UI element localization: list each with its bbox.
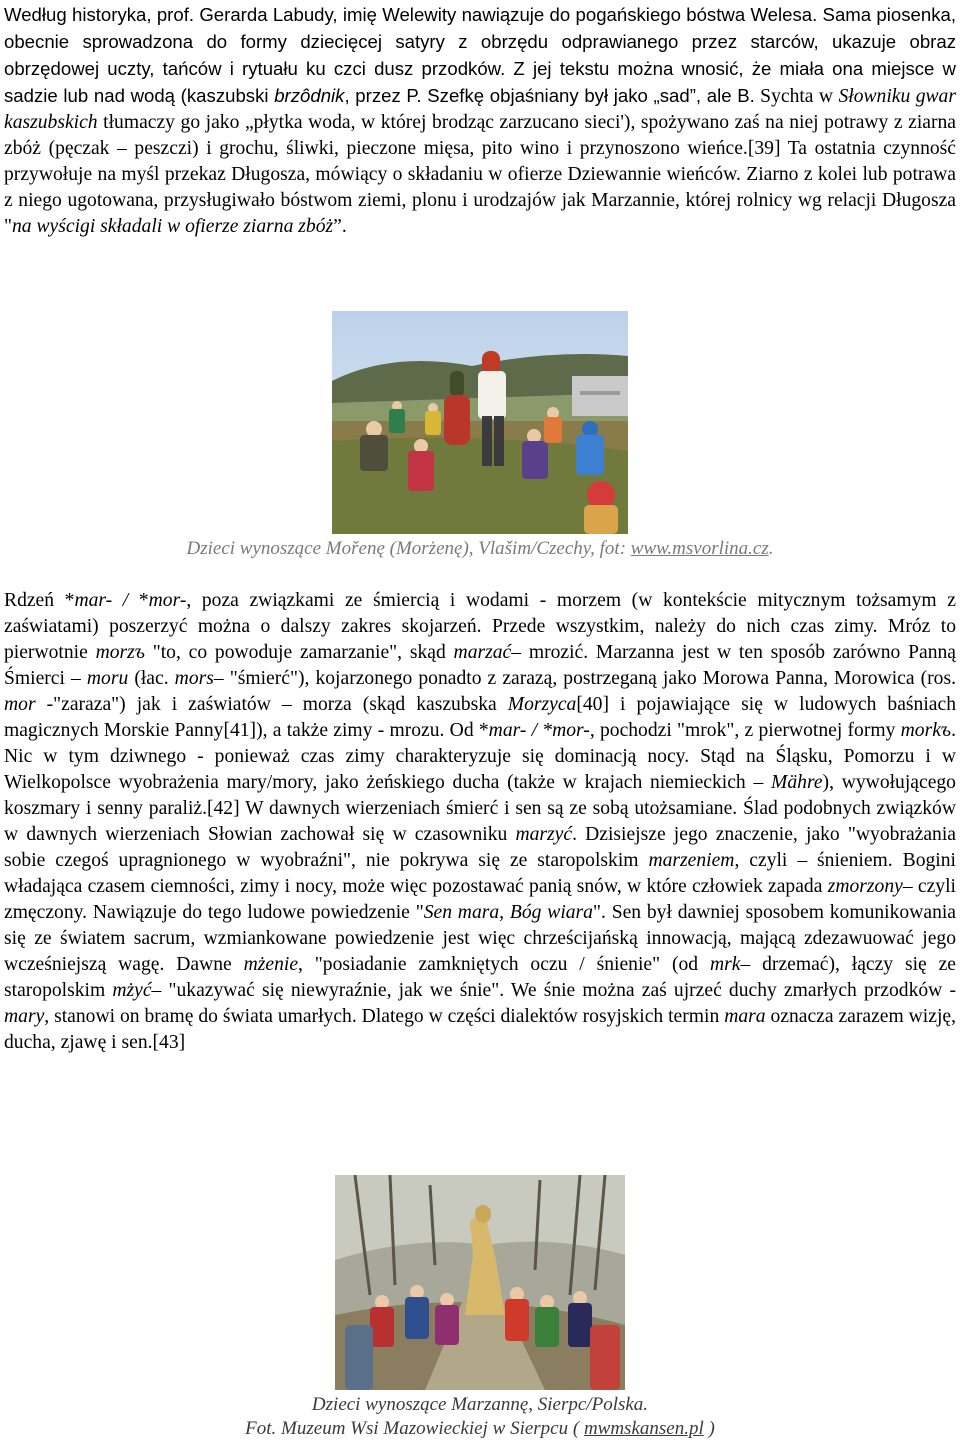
italic-term: mżyć	[112, 980, 152, 1001]
italic-quote: Sen mara, Bóg wiara	[423, 902, 593, 923]
caption-line-1: Dzieci wynoszące Marzannę, Sierpc/Polska.	[311, 1394, 649, 1415]
text-run: tłumaczy go jako „płytka woda, w której brodząc zarzucano sieci'), spożywano zaś na niej potrawy z ziarna zbóż (pęczak – peszczi) i grochu, śliwki, pieczone mięsa, pito wino i przynoszono wieńce.[39] Ta ostatnia czynność przywołuje na myśl przekaz Długosza, mówiący o składaniu w ofierze Dziewannie wieńców. Ziarno z kolei lub potrawa z niego ugotowana, przysługiwało bóstwom ziemi, plonu i urodzajów jak Marzannie, której rolnicy wg relacji Długosza "	[4, 112, 956, 237]
caption-figure-2	[0, 1393, 960, 1441]
caption-line-2	[0, 1417, 960, 1441]
text-run: Rdzeń *	[4, 590, 75, 611]
text-run: , czyli – śnieniem. Bogini władająca czasem ciemności, zimy i nocy, może więc pozostawać panią snów, w które człowiek zapada	[4, 850, 956, 897]
text-run: , poza związkami ze śmiercią i wodami - morzem (w kontekście mitycznym tożsamym z zaświatami) poszerzyć można o dalszy zakres skojarzeń. Przede wszystkim, należy do nich czas zimy. Mróz to pierwotnie	[4, 590, 956, 663]
photo-children-marzanna-image	[335, 1175, 625, 1390]
photo-children-marzanna	[335, 1175, 625, 1390]
text-run: – drzemać), łączy się ze staropolskim	[4, 954, 956, 1001]
text-run: ), wywołującego koszmary i senny paraliż.[42] W dawnych wierzeniach śmierć i sen są ze sobą utożsamiane. Ślad podobnych związków w dawnych wierzeniach Słowian zachował się w czasowniku	[4, 772, 956, 845]
italic-term: morzъ	[95, 642, 145, 663]
text-run: oznacza zarazem wizję, ducha, zjawę i sen.[43]	[4, 1006, 956, 1053]
text-run: , pochodzi "mrok", z pierwotnej formy	[589, 720, 901, 741]
italic-term: mary	[4, 1006, 45, 1027]
italic-term: zmorzony	[827, 876, 903, 897]
text-run: Według historyka, prof. Gerarda Labudy, imię Welewity nawiązuje do pogańskiego bóstwa Welesa. Sama piosenka, obecnie sprowadzona do formy dziecięcej satyry z obrzędu odprawianego przez starców, ukazuje obraz obrzędowej uczty, tańców i rytuału ku czci dusz przodków. Z jej tekstu można wnosić, że miała ona miejsce w sadzie lub nad wodą (kaszubski	[4, 4, 956, 106]
caption-credit-end: )	[703, 1418, 715, 1439]
italic-term: mor	[4, 694, 36, 715]
text-run: "to, co powoduje zamarzanie", skąd	[144, 642, 454, 663]
text-run: (łac.	[128, 668, 175, 689]
italic-term: brzôdnik	[274, 85, 345, 106]
italic-term: mar- /	[74, 590, 139, 611]
italic-term: mar- / *mor-	[488, 720, 590, 741]
photo-children-morena	[332, 311, 628, 534]
italic-term: mara	[724, 1006, 766, 1027]
caption-credit: Fot. Muzeum Wsi Mazowieckiej w Sierpcu (	[245, 1418, 584, 1439]
italic-term: marzeniem	[648, 850, 735, 871]
italic-term: marzyć	[515, 824, 573, 845]
italic-term: Mähre	[771, 772, 823, 793]
italic-quote: na wyścigi składali w ofierze ziarna zbóż	[12, 216, 334, 237]
photo-children-morena-image	[332, 311, 628, 534]
caption-text: Dzieci wynoszące Mořenę (Morżenę), Vlašim/Czechy, fot:	[186, 538, 631, 559]
italic-term: Morzyca	[507, 694, 577, 715]
text-run: *	[138, 590, 149, 611]
italic-title: Słowniku gwar kaszubskich	[4, 86, 956, 133]
text-run: Sychta w	[754, 86, 839, 107]
text-run: , stanowi on bramę do świata umarłych. Dlatego w części dialektów rosyjskich termin	[44, 1006, 725, 1027]
text-run: – czyli zmęczony. Nawiązuje do tego ludowe powiedzenie "	[4, 876, 956, 923]
text-run: -"zaraza") jak i zaświatów – morza (skąd kaszubska	[35, 694, 508, 715]
italic-term: moru	[86, 668, 129, 689]
text-run: [40] i pojawiające się w ludowych baśniach magicznych Morskie Panny[41]), a także zimy - mrozu. Od *	[4, 694, 956, 741]
italic-term: mors	[174, 668, 214, 689]
italic-term: marzać	[453, 642, 512, 663]
text-run: – mrozić. Marzanna jest w ten sposób zarówno Panną Śmierci –	[4, 642, 956, 689]
paragraph-welewita	[4, 2, 956, 240]
text-run: , przez P. Szefkę objaśniany był jako „sad”, ale B.	[344, 85, 755, 106]
paragraph-mar-mor	[4, 588, 956, 1056]
source-link[interactable]: www.msvorlina.cz	[630, 538, 769, 559]
source-link[interactable]: mwmskansen.pl	[583, 1418, 704, 1439]
text-run: – "śmierć"), kojarzonego ponadto z zarazą, postrzeganą jako Morowa Panna, Morowica (ros.	[213, 668, 957, 689]
text-run: – "ukazywać się niewyraźnie, jak we śnie". We śnie można zaś ujrzeć duchy zmarłych przodków -	[151, 980, 956, 1001]
text-run: . Nic w tym dziwnego - ponieważ czas zimy charakteryzuje się dominacją nocy. Stąd na Śląsku, Pomorzu i w Wielkopolsce wyobrażenia mary/mory, jako żeńskiego ducha (także w krajach niemieckich –	[4, 720, 957, 793]
text-run: ”.	[333, 216, 347, 237]
caption-end: .	[768, 538, 774, 559]
text-run: ". Sen był dawniej sposobem komunikowania się ze światem sacrum, wzmiankowane powiedzenie jest więc chrześcijańską innowacją, mającą zdezawuować jego wcześniejszą wagę. Dawne	[4, 902, 957, 975]
italic-term: mżenie	[243, 954, 299, 975]
italic-term: mor-	[148, 590, 187, 611]
caption-figure-1	[0, 537, 960, 561]
text-run: . Dzisiejsze jego znaczenie, jako "wyobrażania sobie czegoś upragnionego w wyobraźni", nie pokrywa się ze staropolskim	[4, 824, 956, 871]
text-run: , "posiadanie zamkniętych oczu / śnienie" (od	[298, 954, 710, 975]
italic-term: morkъ	[900, 720, 952, 741]
italic-term: mrk	[709, 954, 741, 975]
